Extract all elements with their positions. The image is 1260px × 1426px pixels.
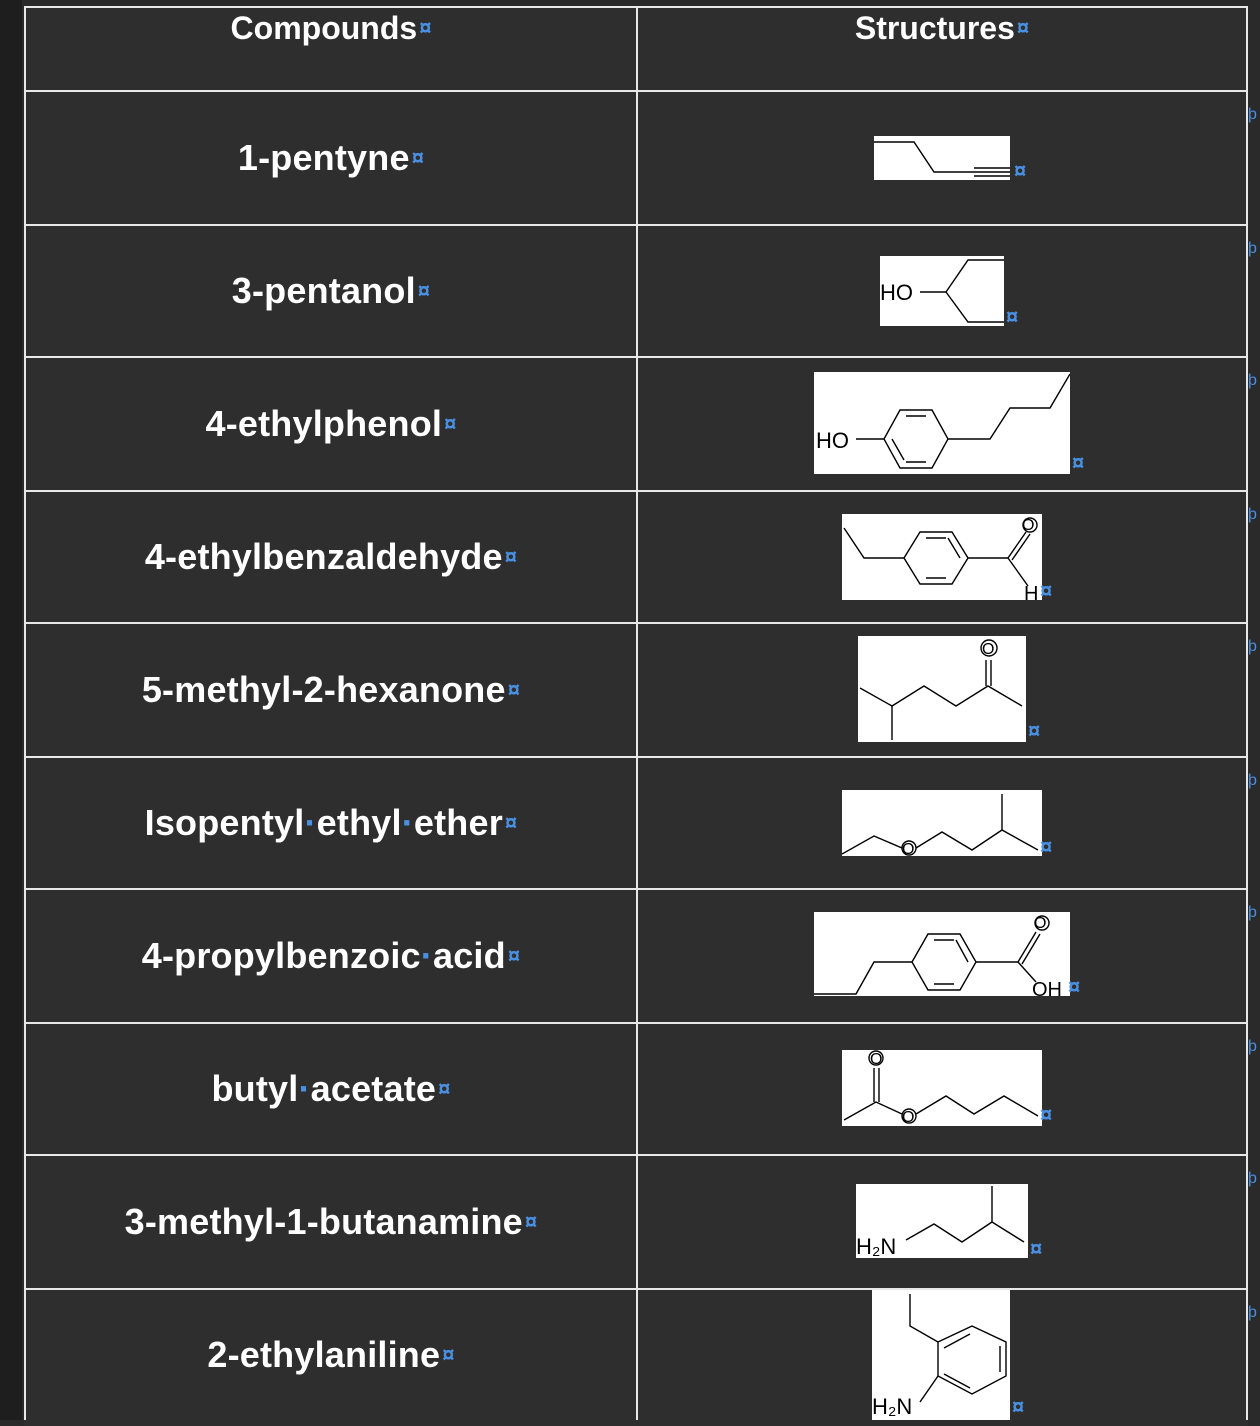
oxygen-label: O [1034,915,1047,932]
ester-oxygen-label: O [902,1109,915,1126]
end-of-cell-mark: ¤ [507,677,521,702]
end-of-row-mark: þ [1248,1170,1257,1187]
end-of-cell-mark: ¤ [1030,1236,1043,1261]
end-of-cell-mark: ¤ [1040,834,1053,859]
compound-name-cell: 1-pentyne ¤ [237,137,425,178]
left-margin [0,0,22,1420]
end-of-cell-mark: ¤ [444,411,457,436]
end-of-row-mark: þ [1248,240,1257,257]
amine-label: H₂N [856,1234,897,1258]
compound-name-cell: butyl · acetate ¤ [211,1068,451,1109]
structure-image-4-ethylphenol[interactable] [814,372,1070,474]
end-of-row-mark: þ [1248,638,1257,655]
end-of-cell-mark: ¤ [1016,15,1030,40]
end-of-row-mark: þ [1248,904,1257,921]
structure-image-4-ethylbenzaldehyde[interactable] [842,514,1042,600]
structure-image-isopentyl-ethyl-ether[interactable] [842,790,1042,856]
end-of-row-mark: þ [1248,1038,1257,1055]
hydroxyl-label: HO [816,428,849,453]
end-of-row-mark: þ [1248,772,1257,789]
end-of-cell-mark: ¤ [417,278,431,303]
end-of-row-mark: þ [1248,506,1257,523]
carbonyl-oxygen-label: O [870,1051,883,1068]
oxygen-label: O [982,641,995,658]
table-border-right [1246,6,1248,1420]
compound-name-cell: 4-ethylphenol ¤ [205,403,457,444]
compound-name-cell: 4-propylbenzoic · acid ¤ [141,935,521,976]
amine-label: H₂N [872,1394,913,1419]
structure-image-3-methyl-1-butanamine[interactable] [856,1184,1028,1258]
header-structures: Structures ¤ [854,9,1030,46]
header-compounds: Compounds ¤ [230,9,432,46]
structure-image-3-pentanol[interactable] [880,256,1004,326]
end-of-cell-mark: ¤ [1014,158,1027,183]
end-of-cell-mark: ¤ [1040,1102,1053,1127]
structure-image-2-ethylaniline[interactable] [872,1290,1010,1420]
end-of-cell-mark: ¤ [1006,304,1019,329]
end-of-row-mark: þ [1248,372,1257,389]
hydroxyl-label: HO [880,280,913,305]
compound-name-cell: 4-ethylbenzaldehyde ¤ [144,536,518,577]
end-of-cell-mark: ¤ [411,145,425,170]
oxygen-label: O [1022,517,1035,534]
end-of-cell-mark: ¤ [1072,450,1085,475]
end-of-row-mark: þ [1248,106,1257,123]
compound-name-cell: Isopentyl · ethyl · ether ¤ [144,802,518,843]
end-of-cell-mark: ¤ [504,810,518,835]
structure-image-1-pentyne[interactable] [874,136,1010,180]
hydrogen-label: H [1024,583,1039,600]
end-of-cell-mark: ¤ [1068,974,1081,999]
end-of-cell-mark: ¤ [442,1342,455,1367]
compound-name-cell: 5-methyl-2-hexanone ¤ [141,669,521,710]
oxygen-label: O [902,841,915,856]
end-of-cell-mark: ¤ [524,1209,538,1234]
structure-image-4-propylbenzoic-acid[interactable] [814,912,1070,996]
end-of-cell-mark: ¤ [507,943,521,968]
end-of-cell-mark: ¤ [1040,578,1053,603]
compound-name-cell: 3-methyl-1-butanamine ¤ [124,1201,538,1242]
compound-name-cell: 2-ethylaniline ¤ [207,1334,455,1375]
end-of-cell-mark: ¤ [504,544,518,569]
structure-image-5-methyl-2-hexanone[interactable] [858,636,1026,742]
end-of-cell-mark: ¤ [419,15,432,40]
structure-image-butyl-acetate[interactable] [842,1050,1042,1126]
compound-name-cell: 3-pentanol ¤ [231,270,431,311]
hydroxyl-label: OH [1032,979,1062,996]
end-of-cell-mark: ¤ [1028,718,1041,743]
end-of-cell-mark: ¤ [438,1076,451,1101]
table-column-divider [636,6,638,1420]
end-of-cell-mark: ¤ [1012,1394,1025,1419]
end-of-row-mark: þ [1248,1304,1257,1321]
